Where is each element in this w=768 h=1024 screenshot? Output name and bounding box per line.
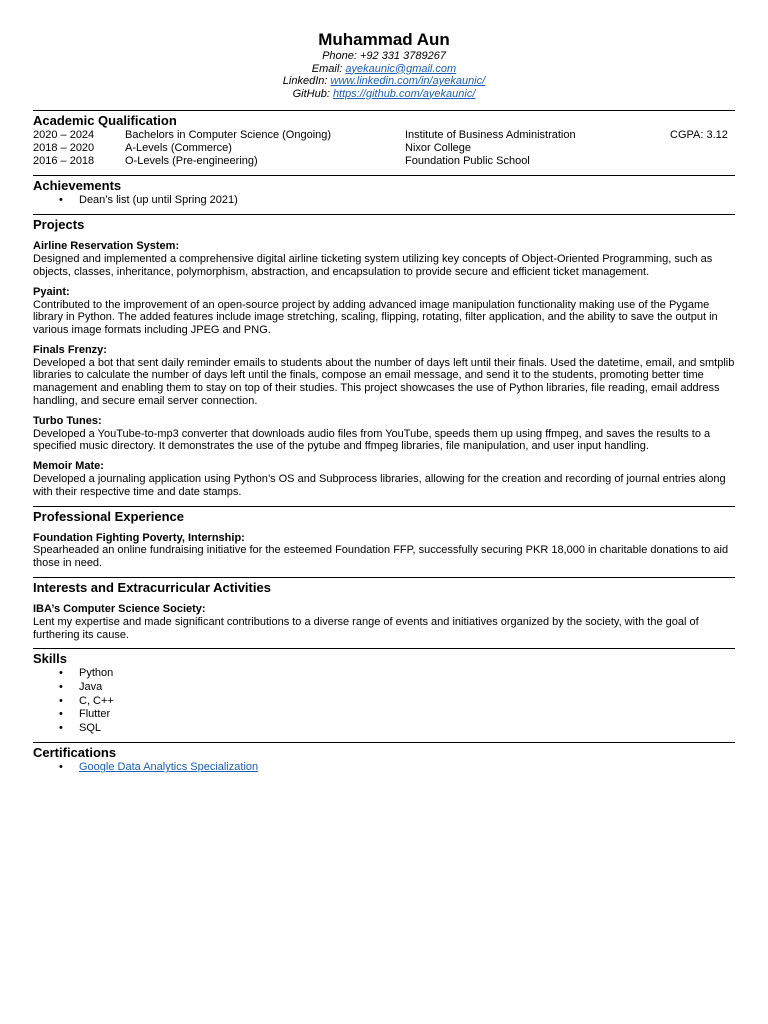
education-gpa: CGPA: 3.12 (670, 129, 728, 141)
certification-link[interactable]: Google Data Analytics Specialization (79, 761, 259, 774)
project-title: Memoir Mate: (33, 460, 104, 473)
education-degree: Bachelors in Computer Science (Ongoing) (125, 129, 332, 141)
interest-description: Lent my expertise and made significant contributions to a diverse range of events and initiatives organized by the society, with the goal of furthering its cause. (33, 615, 699, 641)
github-label: GitHub: (292, 87, 333, 100)
phone-line: Phone: +92 331 3789267 (322, 50, 446, 62)
resume-header (33, 30, 735, 100)
project-entry (33, 286, 735, 337)
linkedin-link[interactable]: www.linkedin.com/in/ayekaunic/ (330, 75, 486, 87)
interest-title: IBA’s Computer Science Society: (33, 603, 206, 616)
education-years: 2018 – 2020 (33, 141, 95, 154)
list-item: • SQL (79, 722, 735, 736)
list-item: • Java (79, 681, 735, 695)
education-row (33, 142, 735, 155)
education-institute: Nixor College (405, 141, 472, 154)
list-item: • Dean’s list (up until Spring 2021) (79, 194, 735, 208)
list-item: • Python (79, 667, 735, 681)
resume-page (33, 30, 735, 775)
candidate-name: Muhammad Aun (318, 30, 450, 49)
email-label: Email: (311, 62, 346, 75)
experience-description: Spearheaded an online fundraising initiative for the esteemed Foundation FFP, successfully securing PKR 18,000 in charitable donations to aid those in need. (33, 544, 729, 570)
education-years: 2020 – 2024 (33, 129, 95, 141)
certifications-heading: Certifications (33, 745, 117, 761)
education-gpa (670, 142, 735, 155)
project-entry (33, 415, 735, 453)
github-link[interactable]: https://github.com/ayekaunic/ (332, 87, 476, 100)
education-institute: Foundation Public School (405, 154, 530, 167)
list-item: • Flutter (79, 708, 735, 722)
education-institute: Institute of Business Administration (405, 129, 576, 141)
skills-list (33, 667, 735, 735)
project-description: Developed a journaling application using Python’s OS and Subprocess libraries, allowing for the creation and recording of journal entries along with their respective time and date stamps. (33, 473, 726, 498)
projects-heading: Projects (33, 217, 85, 233)
achievements-list (33, 194, 735, 208)
education-degree: A-Levels (Commerce) (125, 141, 232, 154)
project-entry (33, 460, 735, 498)
email-line (33, 63, 735, 76)
education-heading: Academic Qualification (33, 113, 177, 128)
interests-heading: Interests and Extracurricular Activities (33, 580, 271, 596)
education-gpa (670, 155, 735, 168)
linkedin-line (33, 75, 735, 88)
experience-title: Foundation Fighting Poverty, Internship: (33, 531, 245, 544)
project-description: Developed a bot that sent daily reminder emails to students about the number of days left until their finals. Used the datetime, email, and smtplib libraries to calculate the number of days left until the finals, compose an email message, and send it to the students, promoting better time management and enabling them to stay on top of their studies. This project showcases the use of Python libraries, file reading, email address handling, and secure email server connection. (33, 356, 735, 408)
list-item: • C, C++ (79, 695, 735, 709)
interest-entry (33, 603, 735, 641)
linkedin-label: LinkedIn: (282, 75, 331, 87)
project-entry (33, 240, 735, 278)
project-entry (33, 344, 735, 408)
project-description: Designed and implemented a comprehensive digital airline ticketing system utilizing key concepts of Object-Oriented Programming, such as objects, classes, inheritance, polymorphism, abstraction, and encapsulation to provide secure and efficient ticket management. (33, 253, 713, 278)
education-row (33, 155, 735, 168)
education-years: 2016 – 2018 (33, 154, 95, 167)
education-table (33, 129, 735, 168)
experience-heading: Professional Experience (33, 508, 185, 524)
experience-entry (33, 532, 735, 570)
project-description: Developed a YouTube-to-mp3 converter that downloads audio files from YouTube, speeds them up using ffmpeg, and saves the results to a specified music directory. It demonstrates the use of the pytube and ffmpeg libraries, file manipulation, and user input handling. (33, 427, 711, 453)
project-title: Airline Reservation System: (33, 240, 180, 253)
education-degree: O-Levels (Pre-engineering) (125, 154, 258, 167)
project-title: Finals Frenzy: (33, 343, 107, 356)
certifications-list (33, 761, 735, 775)
github-line (33, 88, 735, 101)
list-item (79, 761, 735, 775)
achievements-heading: Achievements (33, 177, 122, 193)
education-row (33, 129, 735, 142)
email-link[interactable]: ayekaunic@gmail.com (345, 62, 457, 75)
project-description: Contributed to the improvement of an open-source project by adding advanced image manipulation functionality making use of the Pygame library in Python. The added features include image stretching, scaling, flipping, rotating, filter application, and the ability to save the output in various image formats including JPEG and PNG. (33, 298, 718, 337)
skills-heading: Skills (33, 651, 67, 667)
project-title: Turbo Tunes: (33, 414, 102, 427)
project-title: Pyaint: (33, 285, 70, 298)
